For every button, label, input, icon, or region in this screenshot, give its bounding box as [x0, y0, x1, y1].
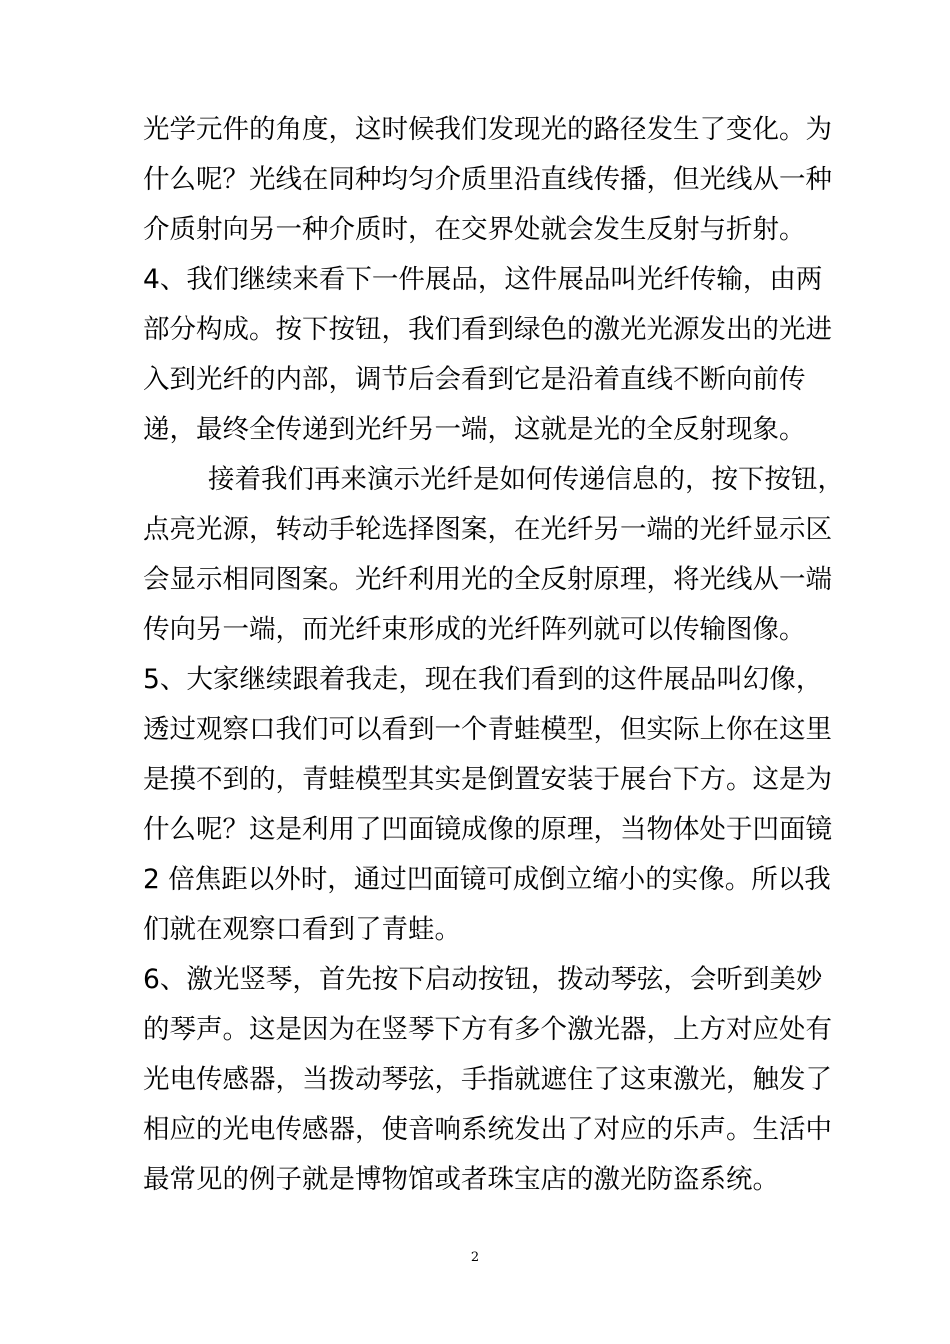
text-line: 递，最终全传递到光纤另一端，这就是光的全反射现象。 — [143, 414, 806, 445]
text-line: 光电传感器，当拨动琴弦，手指就遮住了这束激光，触发了 — [143, 1064, 832, 1095]
text-line: 最常见的例子就是博物馆或者珠宝店的激光防盗系统。 — [143, 1164, 779, 1195]
text-line: 4、我们继续来看下一件展品，这件展品叫光纤传输，由两 — [143, 264, 823, 295]
text-line: 接着我们再来演示光纤是如何传递信息的，按下按钮， — [208, 464, 844, 495]
text-line: 会显示相同图案。光纤利用光的全反射原理，将光线从一端 — [143, 564, 832, 595]
text-line: 们就在观察口看到了青蛙。 — [143, 914, 461, 945]
text-line: 介质射向另一种介质时，在交界处就会发生反射与折射。 — [143, 214, 806, 245]
text-line: 5、大家继续跟着我走，现在我们看到的这件展品叫幻像， — [143, 664, 823, 695]
text-line: 什么呢？光线在同种均匀介质里沿直线传播，但光线从一种 — [143, 164, 832, 195]
text-line: 6、激光竖琴，首先按下启动按钮，拨动琴弦，会听到美妙 — [143, 964, 823, 995]
text-line: 光学元件的角度，这时候我们发现光的路径发生了变化。为 — [143, 114, 832, 145]
text-line: 2 倍焦距以外时，通过凹面镜可成倒立缩小的实像。所以我 — [143, 864, 831, 895]
text-line: 传向另一端，而光纤束形成的光纤阵列就可以传输图像。 — [143, 614, 806, 645]
text-line: 入到光纤的内部，调节后会看到它是沿着直线不断向前传 — [143, 364, 806, 395]
text-line: 透过观察口我们可以看到一个青蛙模型，但实际上你在这里 — [143, 714, 832, 745]
text-line: 点亮光源，转动手轮选择图案，在光纤另一端的光纤显示区 — [143, 514, 832, 545]
text-line: 的琴声。这是因为在竖琴下方有多个激光器，上方对应处有 — [143, 1014, 832, 1045]
text-line: 是摸不到的，青蛙模型其实是倒置安装于展台下方。这是为 — [143, 764, 832, 795]
page-number: 2 — [470, 1250, 480, 1265]
text-line: 相应的光电传感器，使音响系统发出了对应的乐声。生活中 — [143, 1114, 832, 1145]
text-line: 部分构成。按下按钮，我们看到绿色的激光光源发出的光进 — [143, 314, 832, 345]
text-line: 什么呢？这是利用了凹面镜成像的原理，当物体处于凹面镜 — [143, 814, 832, 845]
